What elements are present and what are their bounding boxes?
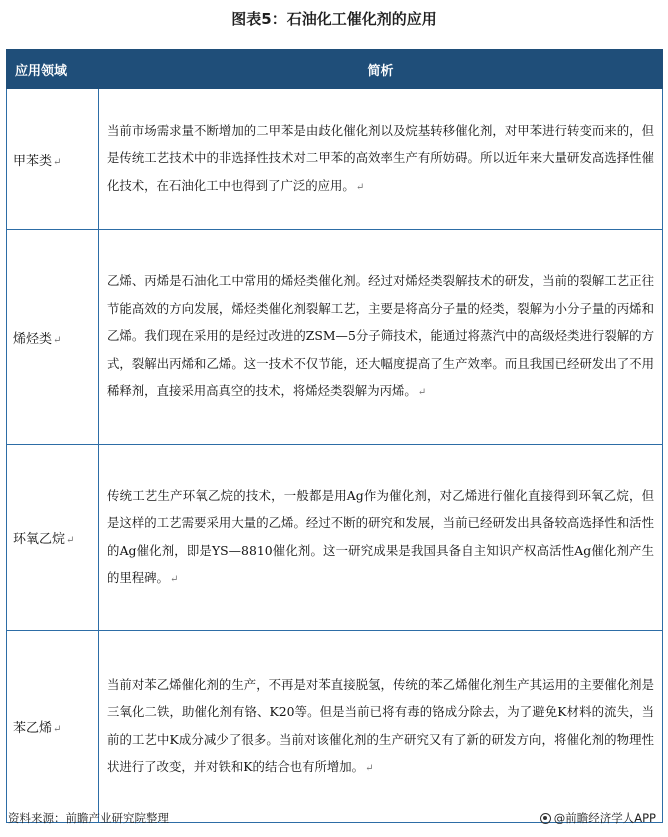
paragraph-mark-icon: ↵ xyxy=(66,535,75,546)
brand-text: @前瞻经济学人APP xyxy=(553,811,656,825)
paragraph-mark-icon: ↵ xyxy=(355,181,365,193)
table-row xyxy=(7,89,663,230)
field-text: 环氧乙烷 xyxy=(13,532,66,547)
description-cell xyxy=(99,445,663,631)
paragraph-mark-icon: ↵ xyxy=(53,724,62,735)
paragraph-mark-icon: ↵ xyxy=(53,334,62,346)
table-row xyxy=(7,631,663,823)
header-field: 应用领域 xyxy=(7,50,99,89)
description-cell xyxy=(99,89,663,230)
source-note: 资料来源：前瞻产业研究院整理 xyxy=(8,811,169,825)
chart-title: 图表5：石油化工催化剂的应用 xyxy=(231,10,437,28)
brand-logo-icon xyxy=(540,813,551,824)
field-cell xyxy=(7,89,99,230)
field-text: 苯乙烯 xyxy=(13,721,53,736)
table-header-row xyxy=(7,50,663,89)
description-cell xyxy=(99,230,663,445)
field-text: 烯烃类 xyxy=(13,331,53,347)
field-cell xyxy=(7,230,99,445)
description-text: 当前对苯乙烯催化剂的生产，不再是对苯直接脱氢，传统的苯乙烯催化剂生产其运用的主要催化剂是三氧化二铁，助催化剂有铬、K20等。但是当前已将有毒的铬成分除去，为了避免K材料的流失，当前的工艺中K成分减少了很多。当前对该催化剂的生产研究又有了新的研发方向，将催化剂的物理性状进行了改变，并对铁和K的结合也有所增加。 xyxy=(107,676,654,774)
brand-credit xyxy=(540,810,656,826)
description-cell xyxy=(99,631,663,823)
paragraph-mark-icon: ↵ xyxy=(169,574,179,585)
field-cell xyxy=(7,445,99,631)
header-description: 简析 xyxy=(99,50,663,89)
description-text: 当前市场需求量不断增加的二甲苯是由歧化催化剂以及烷基转移催化剂，对甲苯进行转变而来的，但是传统工艺技术中的非选择性技术对二甲苯的高效率生产有所妨碍。所以近年来大量研发高选择性催化技术，在石油化工中也得到了广泛的应用。 xyxy=(107,122,654,193)
table-row xyxy=(7,230,663,445)
field-cell xyxy=(7,631,99,823)
paragraph-mark-icon: ↵ xyxy=(53,156,62,168)
table-row xyxy=(7,445,663,631)
paragraph-mark-icon: ↵ xyxy=(365,763,374,774)
field-text: 甲苯类 xyxy=(13,153,53,169)
paragraph-mark-icon: ↵ xyxy=(417,387,427,399)
catalyst-application-table xyxy=(6,49,663,823)
description-text: 传统工艺生产环氧乙烷的技术，一般都是用Ag作为催化剂，对乙烯进行催化直接得到环氧乙烷，但是这样的工艺需要采用大量的乙烯。经过不断的研究和发展，当前已经研发出具备较高选择性和活性的Ag催化剂，即是YS—8810催化剂。这一研究成果是我国具备自主知识产权高活性Ag催化剂产生的里程碑。 xyxy=(107,487,654,585)
description-text: 乙烯、丙烯是石油化工中常用的烯烃类催化剂。经过对烯烃类裂解技术的研发，当前的裂解工艺正往节能高效的方向发展，烯烃类催化剂裂解工艺，主要是将高分子量的烃类，裂解为小分子量的丙烯和乙烯。我们现在采用的是经过改进的ZSM—5分子筛技术，能通过将蒸汽中的高级烃类进行裂解的方式，裂解出丙烯和乙烯。这一技术不仅节能，还大幅度提高了生产效率。而且我国已经研发出了不用稀释剂，直接采用高真空的技术，将烯烃类裂解为丙烯。 xyxy=(107,273,654,399)
